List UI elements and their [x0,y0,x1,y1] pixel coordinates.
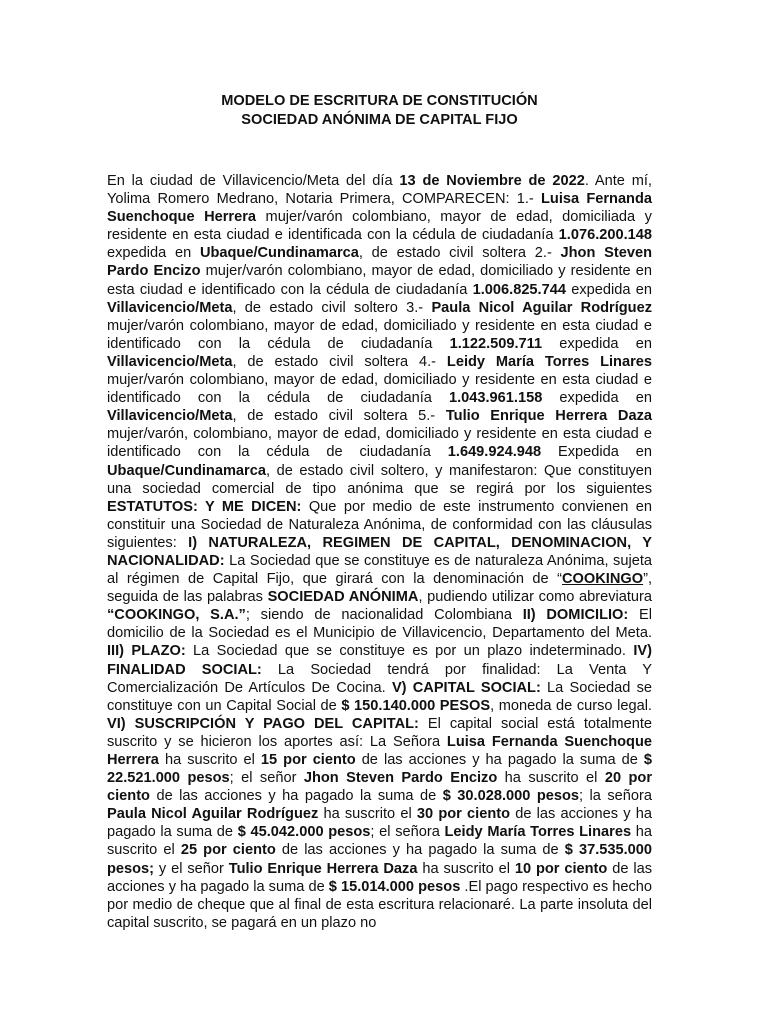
bold-text-segment: Tulio Enrique Herrera Daza [445,408,652,425]
text-segment: , de estado civil soltera 4.- [232,353,447,370]
bold-text-segment: $ 15.014.000 pesos [328,878,461,895]
bold-text-segment: Paula Nicol Aguilar Rodríguez [107,806,319,823]
bold-text-segment: 10 por ciento [514,860,608,877]
bold-text-segment: 1.649.924.948 [447,444,542,461]
text-segment: expedida en [542,335,652,352]
text-segment: de las acciones y ha pagado la suma de [275,842,565,859]
text-segment: El domicilio de la Sociedad es el Municipio de Villavicencio, Departamento del Meta. [107,607,652,642]
text-segment: La Sociedad tendrá por finalidad: La Venta Y Comercialización De Artículos De Cocina. [107,661,652,696]
text-segment: ”, seguida de las palabras [107,571,652,606]
bold-text-segment: Leidy María Torres Linares [446,353,653,370]
bold-text-segment: IV) FINALIDAD SOCIAL: [107,643,652,678]
text-segment: , pudiendo utilizar como abreviatura [418,589,652,606]
text-segment: ha suscrito el [107,824,652,859]
text-segment: La Sociedad que se constituye es de naturaleza Anónima, sujeta al régimen de Capital Fijo, que girará con la denominación de “ [107,552,652,588]
bold-text-segment: SOCIEDAD ANÓNIMA [267,589,419,606]
bold-text-segment: 1.006.825.744 [472,281,566,298]
text-segment: mujer/varón colombiano, mayor de edad, domiciliado y residente en esta ciudad e identificado con la cédula de ciudadanía [107,317,652,352]
bold-text-segment: 15 por ciento [260,752,356,768]
text-segment: En la ciudad de Villavicencio/Meta del día [107,173,400,189]
bold-text-segment: Villavicencio/Meta [107,408,233,425]
bold-text-segment: VI) SUSCRIPCIÓN Y PAGO DEL CAPITAL: [107,715,419,732]
text-segment: El capital social está totalmente suscrito y se hicieron los aportes así: La Señora [107,715,652,750]
bold-text-segment: Leidy María Torres Linares [444,824,632,841]
text-segment: ; el señor [229,770,304,787]
text-segment: expedida en [107,245,200,262]
text-segment: ; el señora [370,824,445,841]
bold-text-segment: I) NATURALEZA, REGIMEN DE CAPITAL, DENOMINACION, Y NACIONALIDAD: [107,534,652,569]
bold-text-segment: Villavicencio/Meta [107,353,233,370]
text-segment: .El pago respectivo es hecho por medio de cheque que al final de esta escritura relacionaré. La parte insoluta del capital suscrito, se pagará en un plazo no [107,878,652,931]
bold-text-segment: III) PLAZO: [107,643,186,660]
bold-text-segment: Luisa Fernanda Suenchoque Herrera [107,191,652,226]
text-segment: , de estado civil soltero 3.- [232,299,432,316]
text-segment: ; la señora [579,788,652,805]
text-segment: expedida en [542,390,652,407]
document-body-paragraph [107,172,652,932]
text-segment: mujer/varón colombiano, mayor de edad, domiciliado y residente en esta ciudad e identificado con la cédula de ciudadanía [107,263,652,298]
bold-text-segment: “COOKINGO, S.A.” [107,607,246,624]
bold-text-segment: V) CAPITAL SOCIAL: [391,679,541,696]
text-segment: ha suscrito el [497,770,605,787]
bold-text-segment: $ 30.028.000 pesos [442,788,579,805]
text-segment: de las acciones y ha pagado la suma de [107,860,652,895]
text-segment: de las acciones y ha pagado la suma de [355,752,644,768]
text-segment: mujer/varón, colombiano, mayor de edad, domiciliado y residente en esta ciudad e identificado con la cédula de ciudadanía [107,426,652,461]
bold-text-segment: Jhon Steven Pardo Encizo [107,245,652,280]
text-segment: , de estado civil soltera 2.- [358,245,561,262]
bold-text-segment: Ubaque/Cundinamarca [107,462,266,479]
text-segment: mujer/varón colombiano, mayor de edad, domiciliada y residente en esta ciudad e identificada con la cédula de ciudadanía [107,209,652,244]
bold-text-segment: COOKINGO [562,571,644,588]
text-segment: de las acciones y ha pagado la suma de [107,806,652,841]
bold-text-segment: 25 por ciento [180,842,276,859]
bold-text-segment: 1.122.509.711 [449,335,543,352]
text-segment: , de estado civil soltera 5.- [232,408,446,425]
bold-text-segment: $ 150.140.000 PESOS [341,697,491,714]
text-segment: ha suscrito el [158,752,261,768]
bold-text-segment: Jhon Steven Pardo Encizo [303,770,498,787]
text-segment: de las acciones y ha pagado la suma de [149,788,443,805]
document-title-line-1: MODELO DE ESCRITURA DE CONSTITUCIÓN [221,93,538,109]
bold-text-segment: Paula Nicol Aguilar Rodríguez [431,299,652,316]
text-segment: Expedida en [541,444,652,461]
bold-text-segment: Tulio Enrique Herrera Daza [228,860,418,877]
text-segment: expedida en [565,281,652,298]
bold-text-segment: ESTATUTOS: Y ME DICEN: [107,498,302,515]
bold-text-segment: II) DOMICILIO: [522,607,629,624]
document-title-line-2: SOCIEDAD ANÓNIMA DE CAPITAL FIJO [241,112,518,128]
bold-text-segment: Villavicencio/Meta [107,299,233,316]
text-segment: y el señor [154,860,229,877]
bold-text-segment: 30 por ciento [416,806,511,823]
text-segment: , moneda de curso legal. [490,697,652,714]
text-segment: La Sociedad que se constituye es por un plazo indeterminado. [185,643,634,660]
bold-text-segment: $ 37.535.000 pesos; [107,842,653,877]
bold-text-segment: 13 de Noviembre de 2022 [399,173,585,189]
text-segment: Que por medio de este instrumento convienen en constituir una Sociedad de Naturaleza Anónima, de conformidad con las cláusulas siguientes: [107,498,652,551]
bold-text-segment: 20 por ciento [107,770,652,805]
bold-text-segment: $ 22.521.000 pesos [107,752,653,787]
text-segment: ha suscrito el [417,860,515,877]
text-segment: ; siendo de nacionalidad Colombiana [245,607,523,624]
bold-text-segment: Ubaque/Cundinamarca [199,245,359,262]
bold-text-segment: 1.043.961.158 [448,390,543,407]
bold-text-segment: Luisa Fernanda Suenchoque Herrera [107,733,652,768]
bold-text-segment: 1.076.200.148 [558,227,652,244]
text-segment: , de estado civil soltero, y manifestaron: Que constituyen una sociedad comercial de tipo anónima que se regirá por los siguientes [107,462,652,497]
text-segment: La Sociedad se constituye con un Capital Social de [107,679,652,714]
text-segment: ha suscrito el [318,806,417,823]
text-segment: . Ante mí, Yolima Romero Medrano, Notaria Primera, COMPARECEN: 1.- [107,173,652,208]
text-segment: mujer/varón colombiano, mayor de edad, domiciliado y residente en esta ciudad e identificado con la cédula de ciudadanía [107,372,652,407]
bold-text-segment: $ 45.042.000 pesos [237,824,371,841]
